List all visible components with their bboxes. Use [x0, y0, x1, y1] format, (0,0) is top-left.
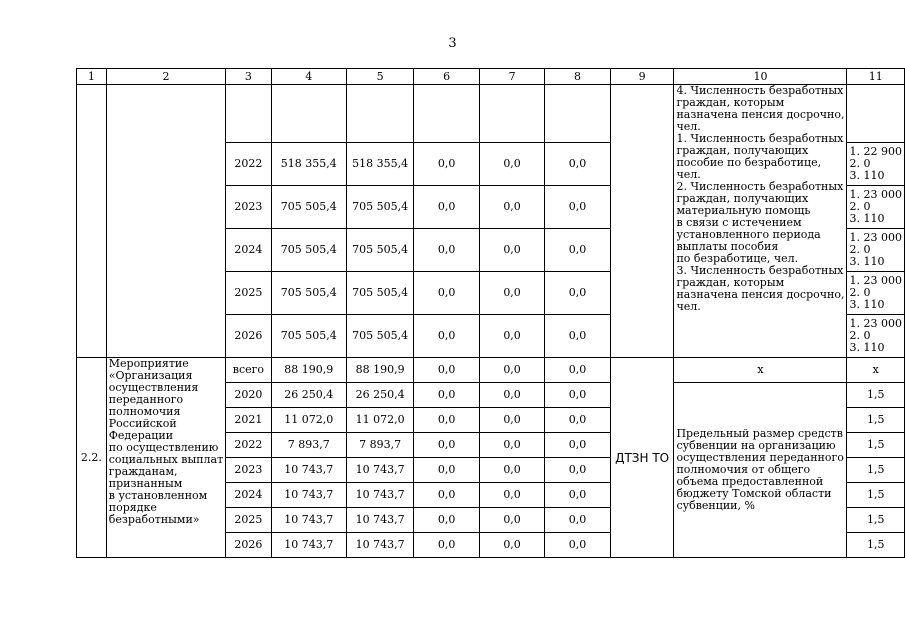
value-cell: 0,0	[479, 483, 544, 508]
header-cell: 3	[226, 69, 271, 85]
value-cell: 705 505,4	[271, 186, 346, 229]
value-cell: 0,0	[479, 272, 544, 315]
header-cell: 2	[106, 69, 225, 85]
indicator-line: установленного периода	[676, 228, 821, 241]
value-cell: 0,0	[545, 143, 610, 186]
target-line: 3. 110	[849, 212, 885, 225]
value-cell: 0,0	[414, 433, 479, 458]
value-cell: 705 505,4	[271, 272, 346, 315]
value-cell: 0,0	[545, 533, 610, 558]
value-cell: 0,0	[545, 508, 610, 533]
value-cell: 10 743,7	[271, 458, 346, 483]
section-title-line: порядке	[108, 501, 157, 514]
value-cell	[271, 85, 346, 143]
year-cell: 2024	[226, 229, 271, 272]
value-cell: 518 355,4	[271, 143, 346, 186]
section-title-line: полномочия	[108, 405, 181, 418]
value-cell: 0,0	[479, 458, 544, 483]
header-cell: 8	[545, 69, 610, 85]
target-value-cell-empty	[847, 85, 905, 143]
section-title-line: переданного	[108, 393, 184, 406]
indicator-line: субвенции на организацию	[676, 439, 836, 452]
target-line: 2. 0	[849, 329, 871, 342]
value-cell	[545, 85, 610, 143]
value-cell	[414, 85, 479, 143]
value-cell: 0,0	[545, 483, 610, 508]
indicator-line: чел.	[676, 300, 701, 313]
number-cell-empty	[77, 85, 107, 358]
section-title-line: признанным	[108, 477, 183, 490]
indicator-line: субвенции, %	[676, 499, 755, 512]
value-cell: 0,0	[545, 433, 610, 458]
target-value-cell: 1,5	[847, 383, 905, 408]
target-value-cell: 1,5	[847, 508, 905, 533]
value-cell: 11 072,0	[271, 408, 346, 433]
value-cell: 0,0	[479, 358, 544, 383]
value-cell: 88 190,9	[346, 358, 414, 383]
indicator-line: граждан, которым	[676, 276, 785, 289]
year-cell: 2023	[226, 458, 271, 483]
value-cell: 0,0	[545, 315, 610, 358]
section-title-line: Российской	[108, 417, 177, 430]
value-cell: 0,0	[545, 272, 610, 315]
year-cell: 2020	[226, 383, 271, 408]
year-cell: 2025	[226, 272, 271, 315]
header-cell: 7	[479, 69, 544, 85]
indicator-cell	[674, 383, 847, 558]
header-cell: 11	[847, 69, 905, 85]
value-cell: 88 190,9	[271, 358, 346, 383]
target-value-cell: 1,5	[847, 458, 905, 483]
value-cell: 0,0	[414, 408, 479, 433]
value-cell: 0,0	[414, 272, 479, 315]
target-line: 2. 0	[849, 157, 871, 170]
value-cell: 0,0	[545, 408, 610, 433]
year-cell: всего	[226, 358, 271, 383]
value-cell: 10 743,7	[271, 533, 346, 558]
year-cell: 2026	[226, 533, 271, 558]
page-number: 3	[448, 36, 457, 51]
indicator-line: назначена пенсия досрочно,	[676, 288, 845, 301]
target-line: 3. 110	[849, 298, 885, 311]
target-value-cell: 1,5	[847, 408, 905, 433]
indicator-line: чел.	[676, 168, 701, 181]
indicator-line: 3. Численность безработных	[676, 264, 844, 277]
indicator-line: материальную помощь	[676, 204, 811, 217]
value-cell: 10 743,7	[346, 458, 414, 483]
value-cell: 705 505,4	[346, 315, 414, 358]
header-cell: 4	[271, 69, 346, 85]
indicator-line: полномочия от общего	[676, 463, 811, 476]
target-value-cell	[847, 229, 905, 272]
target-line: 1. 22 900	[849, 145, 902, 158]
value-cell: 7 893,7	[346, 433, 414, 458]
target-line: 2. 0	[849, 243, 871, 256]
indicator-line: осуществления переданного	[676, 451, 844, 464]
section-title-line: социальных выплат	[108, 453, 224, 466]
table-row	[77, 85, 905, 143]
year-cell: 2024	[226, 483, 271, 508]
value-cell: 10 743,7	[346, 483, 414, 508]
header-row	[77, 69, 905, 85]
target-line: 2. 0	[849, 286, 871, 299]
value-cell: 0,0	[545, 358, 610, 383]
value-cell: 0,0	[479, 143, 544, 186]
program-table	[76, 68, 905, 558]
executor-cell: ДТЗН ТО	[610, 358, 674, 558]
value-cell: 0,0	[479, 433, 544, 458]
header-cell: 10	[674, 69, 847, 85]
target-line: 1. 23 000	[849, 317, 902, 330]
indicator-cell	[674, 85, 847, 358]
indicator-line: в связи с истечением	[676, 216, 802, 229]
value-cell: 10 743,7	[271, 508, 346, 533]
value-cell: 0,0	[479, 533, 544, 558]
value-cell: 0,0	[414, 458, 479, 483]
value-cell: 0,0	[414, 143, 479, 186]
year-cell: 2023	[226, 186, 271, 229]
section-title-cell	[106, 358, 225, 558]
value-cell: 0,0	[479, 508, 544, 533]
target-value-cell: 1,5	[847, 483, 905, 508]
year-cell: 2025	[226, 508, 271, 533]
year-cell: 2021	[226, 408, 271, 433]
indicator-line: граждан, получающих	[676, 192, 809, 205]
section-title-line: «Организация	[108, 369, 193, 382]
indicator-total-cell: х	[674, 358, 847, 383]
value-cell: 705 505,4	[346, 272, 414, 315]
value-cell: 0,0	[479, 186, 544, 229]
table-row	[77, 358, 905, 383]
indicator-line: граждан, которым	[676, 96, 785, 109]
indicator-line: чел.	[676, 120, 701, 133]
target-value-cell	[847, 315, 905, 358]
value-cell: 26 250,4	[346, 383, 414, 408]
section-title-line: осуществления	[108, 381, 199, 394]
indicator-line: 2. Численность безработных	[676, 180, 844, 193]
target-line: 2. 0	[849, 200, 871, 213]
target-line: 3. 110	[849, 255, 885, 268]
target-line: 1. 23 000	[849, 231, 902, 244]
value-cell: 0,0	[414, 383, 479, 408]
indicator-line: выплаты пособия	[676, 240, 779, 253]
header-cell: 1	[77, 69, 107, 85]
section-title-line: Федерации	[108, 429, 174, 442]
value-cell: 0,0	[479, 229, 544, 272]
title-cell-empty	[106, 85, 225, 358]
indicator-line: по безработице, чел.	[676, 252, 799, 265]
value-cell: 0,0	[479, 315, 544, 358]
indicator-line: пособие по безработице,	[676, 156, 822, 169]
value-cell: 0,0	[414, 186, 479, 229]
target-value-cell	[847, 143, 905, 186]
section-title-line: по осуществлению	[108, 441, 219, 454]
value-cell: 7 893,7	[271, 433, 346, 458]
indicator-line: назначена пенсия досрочно,	[676, 108, 845, 121]
header-cell: 5	[346, 69, 414, 85]
value-cell	[346, 85, 414, 143]
indicator-line: Предельный размер средств	[676, 427, 843, 440]
indicator-line: 1. Численность безработных	[676, 132, 844, 145]
section-title-line: безработными»	[108, 513, 200, 526]
value-cell: 10 743,7	[271, 483, 346, 508]
target-value-cell	[847, 272, 905, 315]
target-value-cell: 1,5	[847, 533, 905, 558]
value-cell: 0,0	[545, 186, 610, 229]
value-cell: 10 743,7	[346, 533, 414, 558]
value-cell: 0,0	[414, 533, 479, 558]
value-cell: 705 505,4	[271, 229, 346, 272]
target-line: 3. 110	[849, 341, 885, 354]
value-cell: 0,0	[414, 229, 479, 272]
section-title-line: гражданам,	[108, 465, 178, 478]
target-value-cell	[847, 186, 905, 229]
value-cell: 10 743,7	[346, 508, 414, 533]
value-cell: 705 505,4	[346, 229, 414, 272]
header-cell: 6	[414, 69, 479, 85]
value-cell: 0,0	[479, 383, 544, 408]
year-cell	[226, 85, 271, 143]
section-number: 2.2.	[77, 358, 107, 558]
value-cell: 0,0	[545, 458, 610, 483]
value-cell: 0,0	[414, 483, 479, 508]
target-total-cell: х	[847, 358, 905, 383]
section-title-line: Мероприятие	[108, 357, 189, 370]
indicator-line: 4. Численность безработных	[676, 84, 844, 97]
value-cell: 0,0	[414, 508, 479, 533]
target-line: 1. 23 000	[849, 188, 902, 201]
value-cell: 0,0	[414, 315, 479, 358]
indicator-line: граждан, получающих	[676, 144, 809, 157]
indicator-line: бюджету Томской области	[676, 487, 832, 500]
value-cell: 11 072,0	[346, 408, 414, 433]
year-cell: 2022	[226, 433, 271, 458]
value-cell: 26 250,4	[271, 383, 346, 408]
header-cell: 9	[610, 69, 674, 85]
year-cell: 2022	[226, 143, 271, 186]
executor-cell-empty	[610, 85, 674, 358]
section-title-line: в установленном	[108, 489, 208, 502]
value-cell: 0,0	[545, 229, 610, 272]
indicator-line: объема предоставленной	[676, 475, 824, 488]
year-cell: 2026	[226, 315, 271, 358]
value-cell: 518 355,4	[346, 143, 414, 186]
value-cell: 705 505,4	[271, 315, 346, 358]
value-cell: 0,0	[479, 408, 544, 433]
target-line: 3. 110	[849, 169, 885, 182]
value-cell: 0,0	[414, 358, 479, 383]
target-value-cell: 1,5	[847, 433, 905, 458]
value-cell	[479, 85, 544, 143]
value-cell: 705 505,4	[346, 186, 414, 229]
value-cell: 0,0	[545, 383, 610, 408]
target-line: 1. 23 000	[849, 274, 902, 287]
